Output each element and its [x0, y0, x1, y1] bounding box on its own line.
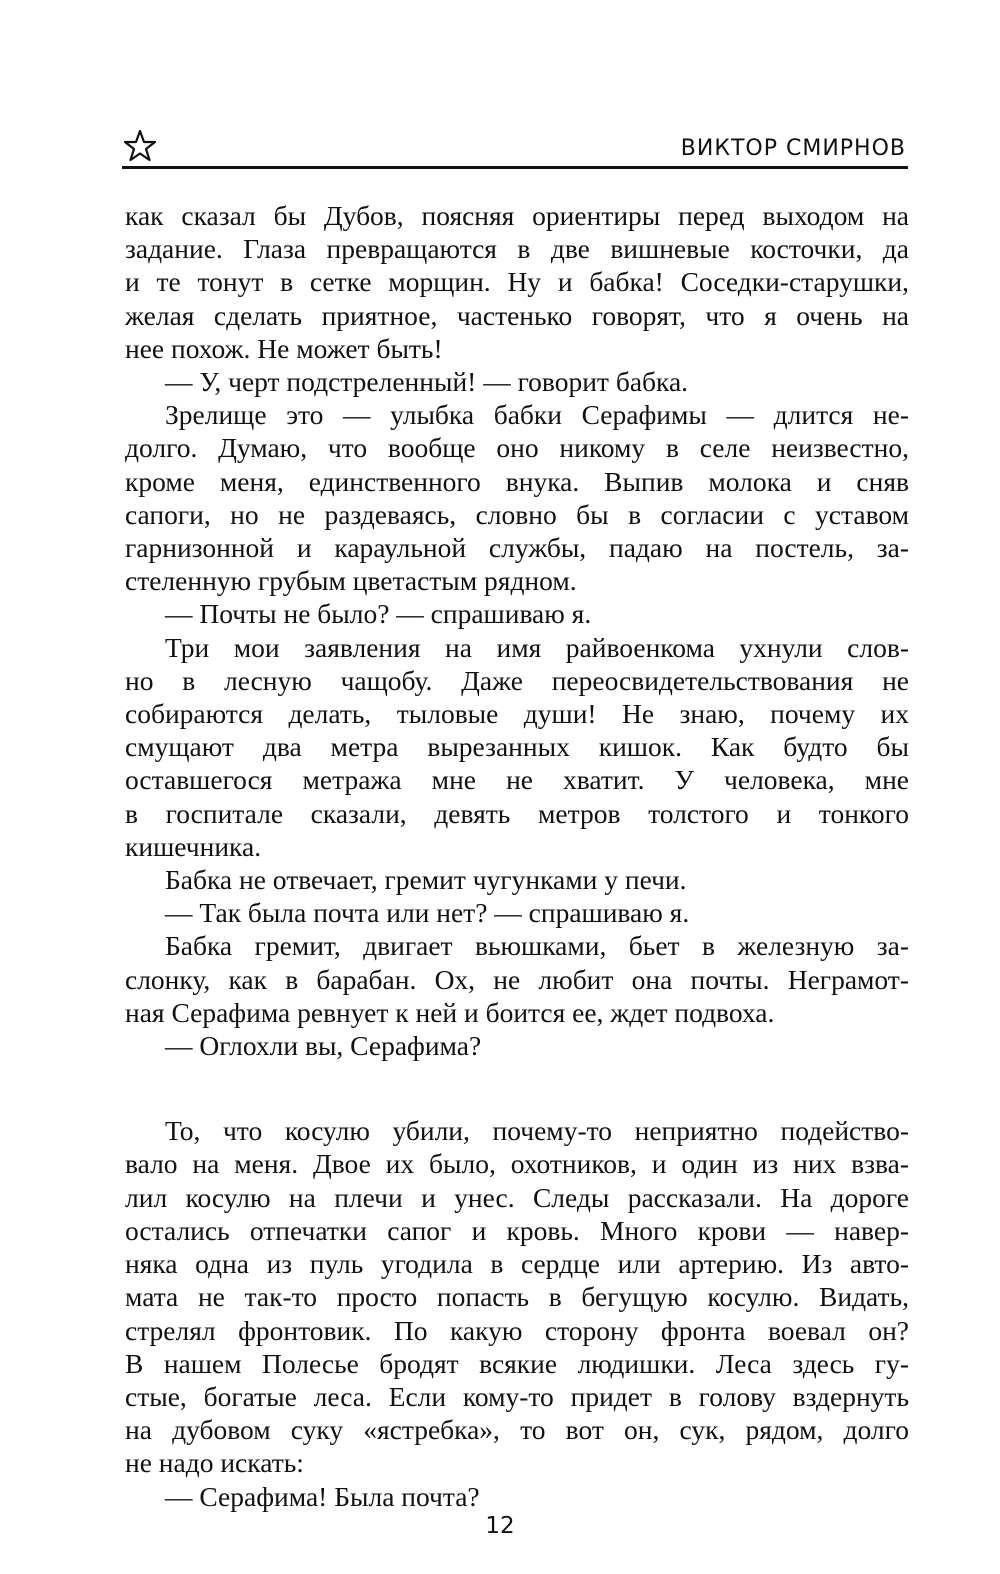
text-line: стые, богатые леса. Если кому-то придет в голову вздернуть	[125, 1380, 909, 1412]
text-line: задание. Глаза превращаются в две вишневые косточки, да	[125, 233, 909, 265]
paragraph	[125, 896, 909, 929]
text-line: В нашем Полесье бродят всякие людишки. Леса здесь гу-	[125, 1347, 909, 1379]
running-header	[122, 122, 908, 170]
text-line: — Почты не было? — спрашиваю я.	[165, 598, 592, 630]
text-line: няка одна из пуль угодила в сердце или артерию. Из авто-	[125, 1248, 909, 1280]
text-line: желая сделать приятное, частенько говорят, что я очень на	[125, 299, 909, 331]
text-line: — Так была почта или нет? — спрашиваю я.	[165, 897, 690, 929]
text-line: стеленную грубым цветастым рядном.	[125, 565, 577, 597]
paragraph	[125, 863, 909, 896]
text-line: как сказал бы Дубов, поясняя ориентиры перед выходом на	[125, 200, 909, 231]
text-line: — Серафима! Была почта?	[165, 1480, 480, 1512]
text-line: остались отпечатки сапог и кровь. Много крови — навер-	[125, 1214, 909, 1246]
section-break	[125, 1062, 909, 1114]
text-line: долго. Думаю, что вообще оно никому в селе неизвестно,	[125, 432, 909, 464]
author-name: ВИКТОР СМИРНОВ	[680, 136, 906, 161]
text-line: кроме меня, единственного внука. Выпив молока и сняв	[125, 465, 909, 497]
text-line: на дубовом суку «ястребка», то вот он, сук, рядом, долго	[125, 1414, 909, 1446]
paragraph	[125, 597, 909, 630]
text-line: не надо искать:	[125, 1447, 304, 1479]
text-line: Бабка не отвечает, гремит чугунками у печи.	[165, 864, 687, 896]
text-line: гарнизонной и караульной службы, падаю на постель, за-	[125, 532, 909, 564]
text-line: слонку, как в барабан. Ох, не любит она почты. Неграмот-	[125, 963, 909, 995]
text-line: оставшегося метража мне не хватит. У человека, мне	[125, 764, 909, 796]
paragraph	[125, 199, 909, 365]
text-line: смущают два метра вырезанных кишок. Как будто бы	[125, 731, 909, 763]
text-line: То, что косулю убили, почему-то неприятно подейство-	[165, 1115, 909, 1147]
text-line: но в лесную чащобу. Даже переосвидетельствования не	[125, 664, 909, 696]
paragraph	[125, 631, 909, 863]
text-line: вало на меня. Двое их было, охотников, и один из них взва-	[125, 1148, 909, 1180]
text-line: — У, черт подстреленный! — говорит бабка.	[165, 366, 689, 398]
paragraph	[125, 365, 909, 398]
text-line: собираются делать, тыловые души! Не знаю, почему их	[125, 698, 909, 730]
text-line: в госпитале сказали, девять метров толстого и тонкого	[125, 797, 909, 829]
text-line: сапоги, но не раздеваясь, словно бы в согласии с уставом	[125, 498, 909, 530]
paragraph	[125, 1029, 909, 1062]
paragraph	[125, 1480, 909, 1513]
text-line: стрелял фронтовик. По какую сторону фронта воевал он?	[125, 1314, 909, 1346]
text-line: ная Серафима ревнует к ней и боится ее, ждет подвоха.	[125, 996, 775, 1028]
page-number: 12	[485, 1513, 515, 1539]
text-line: кишечника.	[125, 830, 262, 862]
text-line: и те тонут в сетке морщин. Ну и бабка! Соседки-старушки,	[125, 266, 909, 298]
text-line: нее похож. Не может быть!	[125, 332, 443, 364]
header-rule	[122, 166, 908, 169]
paragraph	[125, 398, 909, 597]
paragraph	[125, 929, 909, 1029]
text-line: — Оглохли вы, Серафима?	[165, 1030, 482, 1062]
text-line: Бабка гремит, двигает вьюшками, бьет в железную за-	[165, 930, 909, 962]
paragraph	[125, 1114, 909, 1479]
body-text	[125, 199, 909, 1513]
star-outline-icon	[122, 128, 158, 164]
text-line: мата не так-то просто попасть в бегущую косулю. Видать,	[125, 1281, 909, 1313]
text-line: Три мои заявления на имя райвоенкома ухнули слов-	[165, 631, 909, 663]
text-line: Зрелище это — улыбка бабки Серафимы — длится не-	[165, 399, 909, 431]
text-line: лил косулю на плечи и унес. Следы рассказали. На дороге	[125, 1181, 909, 1213]
